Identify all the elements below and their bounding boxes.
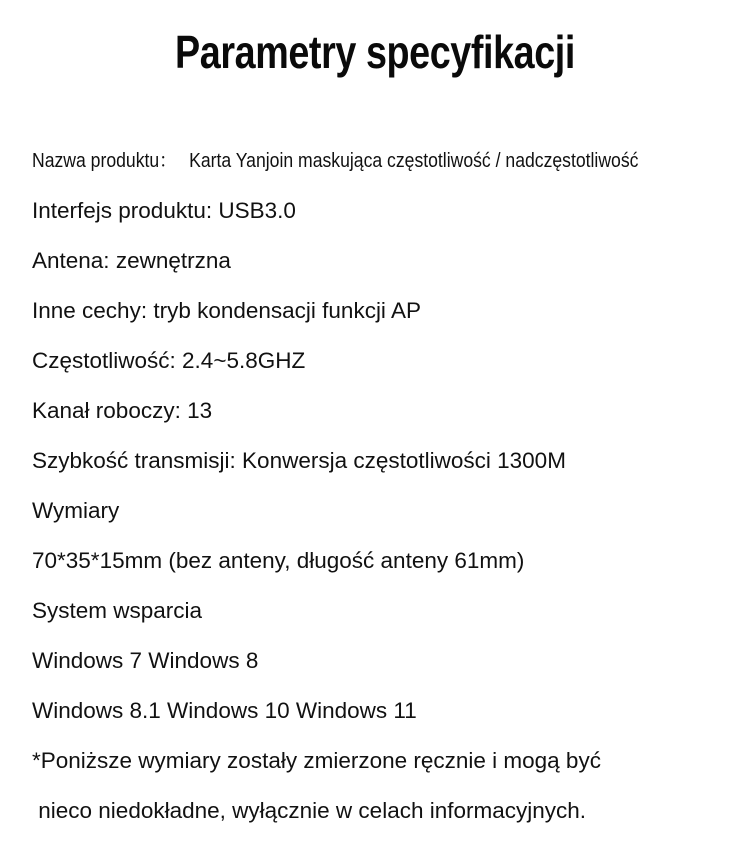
spec-other-features: Inne cechy: tryb kondensacji funkcji AP	[32, 298, 421, 323]
spec-interface: Interfejs produktu: USB3.0	[32, 198, 296, 223]
product-name-value: Karta Yanjoin maskująca częstotliwość / nadczęstotliwość	[189, 150, 639, 172]
note-line-2: nieco niedokładne, wyłącznie w celach informacyjnych.	[32, 798, 587, 823]
spec-product-name	[32, 146, 638, 176]
spec-system-label: System wsparcia	[32, 598, 203, 623]
note-line-1: *Poniższe wymiary zostały zmierzone ręcznie i mogą być	[32, 748, 601, 773]
spec-system-line-1: Windows 7 Windows 8	[32, 648, 259, 673]
spec-system-line-2: Windows 8.1 Windows 10 Windows 11	[32, 698, 417, 723]
product-name-label: Nazwa produktu：	[32, 150, 177, 172]
spec-dimensions-value: 70*35*15mm (bez anteny, długość anteny 61mm)	[32, 548, 525, 573]
spec-dimensions-label: Wymiary	[32, 498, 120, 523]
page-title: Parametry specyfikacji	[175, 26, 575, 78]
spec-frequency: Częstotliwość: 2.4~5.8GHZ	[32, 348, 306, 373]
spec-channel: Kanał roboczy: 13	[32, 398, 213, 423]
spec-antenna: Antena: zewnętrzna	[32, 248, 231, 273]
spec-speed: Szybkość transmisji: Konwersja częstotliwości 1300M	[32, 448, 566, 473]
